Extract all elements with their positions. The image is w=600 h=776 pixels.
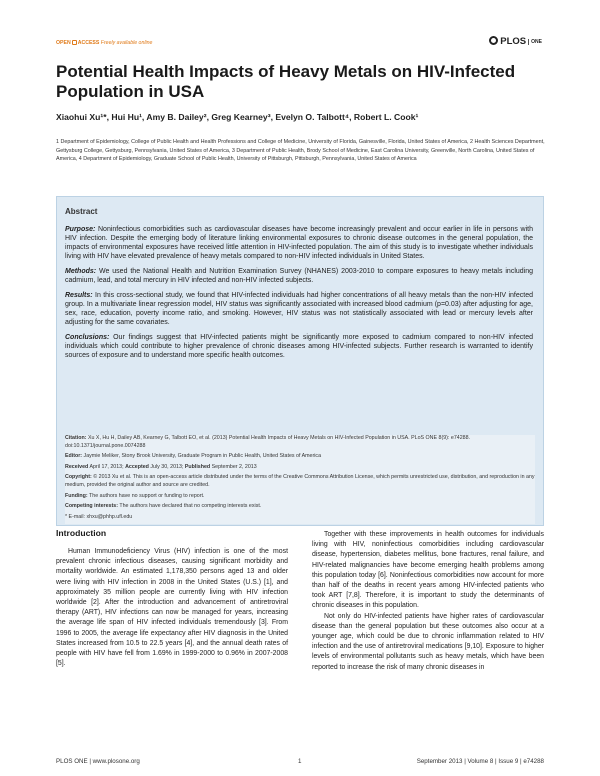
intro-paragraph-1: Human Immunodeficiency Virus (HIV) infection is one of the most prevalent chronic infectious diseases, causing significant morbidity and mortality worldwide. An estimated 1,178,350 persons aged 13 and older were living with HIV infection in 2008 in the United States (U.S.) [1], and approximately 35 million people are currently living with HIV infection worldwide [2]. After the introduction and advancement of antiretroviral therapy (ART), HIV infections can now be managed for years, increasing the average life span of HIV infected individuals tremendously [3]. From 1996 to 2005, the average life expectancy after HIV diagnosis in the United States increased from 10.5 to 22.5 years [4], and the annual death rates of people with HIV have fell from 1.69% in 1999-2000 to 0.96% in 2007-2008 [5].: [56, 548, 288, 668]
editor: [65, 453, 535, 461]
editor-label: Editor:: [65, 453, 83, 460]
methods-text: We used the National Health and Nutrition Examination Survey (NHANES) 2003-2010 to compare exposures to heavy metals including cadmium, lead, and total mercury in HIV infected and non-HIV infected subjects.: [65, 268, 533, 284]
right-column: [312, 530, 544, 673]
funding: [65, 493, 535, 501]
plos-logo-suffix: ONE: [528, 39, 542, 45]
open-access-label-2: ACCESS: [77, 40, 100, 46]
open-access-badge[interactable]: [56, 40, 152, 46]
results-text: In this cross-sectional study, we found that HIV-infected individuals had higher concentrations of all heavy metals than the non-HIV infected group. In a multivariate linear regression model, HIV status was significantly associated with increased blood cadmium (p=0.03) after adjusting for age, sex, race, education, poverty income ratio, and smoking. However, HIV status was not statistically associated with lead or mercury levels after adjusting for the same covariates.: [65, 292, 533, 326]
copyright: [65, 474, 535, 489]
abstract-purpose: [65, 225, 533, 261]
journal-header: [56, 36, 542, 52]
open-lock-icon: [72, 40, 77, 45]
published-label: Published: [184, 463, 211, 470]
intro-paragraph-2: Together with these improvements in health outcomes for individuals living with HIV, noninfectious comorbidities including cardiovascular disease, hypertension, diabetes mellitus, bone fractures, renal failure, and HIV-related malignancies have become emerging health problems among this population today [6]. Noninfectious comorbidities now account for more than half of the deaths in recent years among HIV-infected patients who took ART [7,8]. Therefore, it is important to study the determinants of chronic diseases in this population.: [312, 531, 544, 610]
conclusions-label: Conclusions:: [65, 334, 110, 341]
conclusions-text: Our findings suggest that HIV-infected patients might be significantly more exposed to cadmium compared to non-HIV infected individuals which could contribute to higher prevalence of chronic diseases among HIV-infected subjects. Further research is warranted to identify sources of exposure and to understand more specific health outcomes.: [65, 334, 533, 359]
open-access-label: OPEN: [56, 40, 71, 46]
left-column: [56, 528, 288, 669]
editor-text: Jaymie Meliker, Stony Brook University, Graduate Program in Public Health, United States of America: [82, 453, 322, 460]
free-online-label: Freely available online: [100, 40, 153, 46]
article-title: Potential Health Impacts of Heavy Metals on HIV-Infected Population in USA: [56, 62, 516, 101]
citation-text[interactable]: Xu X, Hu H, Dailey AB, Kearney G, Talbott EO, et al. (2013) Potential Health Impacts of Heavy Metals on HIV-Infected Population in USA. PLoS ONE 8(9): e74288. doi:10.1371/journal.pone.0074288: [65, 435, 471, 449]
abstract-conclusions: [65, 333, 533, 360]
received-label: Received: [65, 463, 89, 470]
copyright-label: Copyright:: [65, 474, 92, 481]
competing-interests: [65, 503, 535, 511]
abstract-box: [56, 196, 544, 526]
funding-text: The authors have no support or funding to report.: [87, 492, 205, 499]
purpose-text: Noninfectious comorbidities such as cardiovascular diseases have become increasingly prevalent and occur earlier in life in persons with HIV infection. Despite the emerging body of literature linking environmental exposures to chronic disease outcomes in the general population, the impacts of environmental exposures have received little attention in HIV-infected population. The aim of this study is to investigate whether individuals living with HIV have elevated prevalence of heavy metals compared to non-HIV infected individuals in United States.: [65, 226, 533, 260]
accepted-date: July 30, 2013;: [148, 463, 185, 470]
received-date: April 17, 2013;: [88, 463, 126, 470]
published-date: September 2, 2013: [210, 463, 257, 470]
abstract-heading: Abstract: [65, 207, 98, 216]
purpose-label: Purpose:: [65, 226, 96, 233]
citation-label: Citation:: [65, 435, 87, 441]
publication-dates: [65, 464, 535, 472]
accepted-label: Accepted: [125, 463, 149, 470]
introduction-heading: Introduction: [56, 528, 107, 538]
affiliations: 1 Department of Epidemiology, College of Public Health and Health Professions and College of Medicine, University of Florida, Gainesville, Florida, United States of America, 2 Health Sciences Department, Gettysburg College, Gettysburg, Pennsylvania, United States of America, 3 Department of Public Health, Brody School of Medicine, East Carolina University, Greenville, North Carolina, United States of America, 4 Department of Epidemiology, Graduate School of Public Health, University of Pittsburgh, Pittsburgh, Pennsylvania, United States of America: [56, 139, 545, 163]
copyright-text: © 2013 Xu et al. This is an open-access article distributed under the terms of the Creative Commons Attribution License, which permits unrestricted use, distribution, and reproduction in any medium, provided the original author and source are credited.: [65, 474, 535, 488]
corresponding-email[interactable]: * E-mail: xhxu@phhp.ufl.edu: [65, 513, 133, 520]
competing-text: The authors have declared that no competing interests exist.: [117, 503, 262, 510]
results-label: Results:: [65, 292, 93, 299]
competing-label: Competing interests:: [65, 503, 118, 510]
plos-logo-text: PLOS: [500, 36, 527, 47]
methods-label: Methods:: [65, 268, 97, 275]
page-number: 1: [298, 758, 302, 765]
intro-paragraph-3: Not only do HIV-infected patients have higher rates of cardiovascular disease than the general population but these outcomes also occur at a younger age, which could be due to chronic inflammation related to HIV infection and the use of antiretroviral medications [9,10]. Exposure to higher levels of environmental pollutants such as heavy metals, which have been reported to increase the risk of many chronic diseases in: [312, 612, 544, 671]
citation: [65, 435, 535, 450]
article-metadata: [65, 435, 535, 524]
footer-journal[interactable]: PLOS ONE | www.plosone.org: [56, 758, 140, 765]
footer-issue: September 2013 | Volume 8 | Issue 9 | e74288: [416, 758, 544, 765]
funding-label: Funding:: [65, 492, 88, 499]
abstract-results: [65, 291, 533, 327]
plos-one-logo[interactable]: [489, 36, 542, 47]
author-list: Xiaohui Xu¹*, Hui Hu¹, Amy B. Dailey², Greg Kearney³, Evelyn O. Talbott⁴, Robert L. Cook¹: [56, 112, 419, 122]
abstract-methods: [65, 267, 533, 285]
page-footer: [56, 758, 544, 768]
plos-logo-icon: [489, 36, 498, 45]
